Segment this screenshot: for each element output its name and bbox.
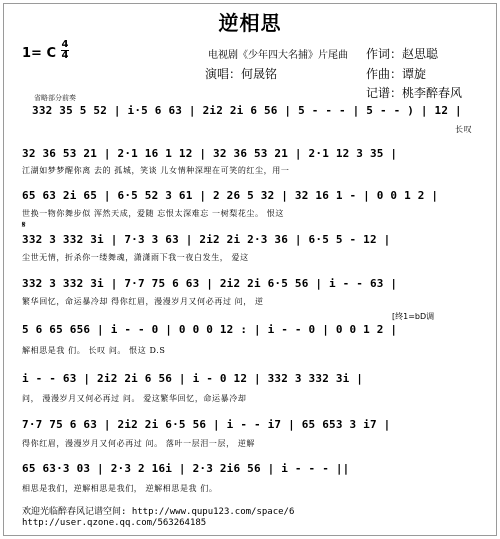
footer-line-2: http://user.qzone.qq.com/563264185 (22, 518, 207, 528)
segno-icon: 𝄋 (22, 220, 26, 229)
notes-row-2: 32 36 53 21 | 2·1 16 1 12 | 32 36 53 21 | 2·1 12 3 35 | (22, 147, 398, 160)
lyrics-row-2: 江湖如梦梦醒你离 去的 孤城，笑谈 儿女情种深埋在可笑的红尘，用一 (22, 166, 290, 175)
lyrics-row-7: 问， 漫漫岁月又何必再过 问。 爱这繁华回忆，命运暴冷却 (22, 394, 247, 403)
score-frame (3, 3, 497, 536)
song-title: 逆相思 (218, 11, 282, 35)
footer-line-1: 欢迎光临醉春风记谱空间: http://www.qupu123.com/space/6 (22, 507, 295, 517)
notes-row-8: 7·7 75 6 63 | 2i2 2i 6·5 56 | i - - i7 | 65 653 3 i7 | (22, 418, 391, 431)
lyrics-row-1: 长叹 (455, 125, 473, 134)
transcriber: 记谱：桃李醉春风 (366, 86, 463, 100)
lyrics-row-9: 相思是我们，逆解相思是我们， 逆解相思是我 们。 (22, 484, 218, 493)
prelude-note: 省略部分前奏 (34, 94, 76, 102)
notes-row-3: 65 63 2i 65 | 6·5 52 3 61 | 2 26 5 32 | 32 16 1 - | 0 0 1 2 | (22, 189, 439, 202)
notes-row-4: 332 3 332 3i | 7·3 3 63 | 2i2 2i 2·3 36 | 6·5 5 - 12 | (22, 233, 391, 246)
notes-row-1: 332 35 5 52 | i·5 6 63 | 2i2 2i 6 56 | 5 - - - | 5 - - ) | 12 | (32, 104, 462, 117)
singer: 演唱：何晟铭 (205, 67, 278, 81)
song-source: 电视剧《少年四大名捕》片尾曲 (208, 50, 348, 61)
time-signature (61, 40, 69, 61)
time-top: 4 (61, 39, 69, 50)
volta-mark: [终1=bD调 (392, 312, 435, 321)
key-signature: 1= C (22, 46, 57, 61)
notes-row-7: i - - 63 | 2i2 2i 6 56 | i - 0 12 | 332 3 332 3i | (22, 372, 364, 385)
notes-row-5: 332 3 332 3i | 7·7 75 6 63 | 2i2 2i 6·5 56 | i - - 63 | (22, 277, 398, 290)
notes-row-9: 65 63·3 03 | 2·3 2 16i | 2·3 2i6 56 | i - - - || (22, 462, 350, 475)
composer: 作曲：谭旋 (366, 67, 427, 81)
lyrics-row-6: 解相思是我 们。 长叹 问。 恨这 D.S (22, 346, 166, 355)
lyricist: 作词：赵思聪 (366, 47, 439, 61)
time-bottom: 4 (61, 50, 69, 61)
notes-row-6: 5 6 65 656 | i - - 0 | 0 0 0 12 : | i - - 0 | 0 0 1 2 | (22, 323, 398, 336)
lyrics-row-5: 繁华回忆，命运暴冷却 得你红眉，漫漫岁月又何必再过 问， 逆 (22, 297, 264, 306)
lyrics-row-8: 得你红眉，漫漫岁月又何必再过 问。 落叶一层泪一层， 逆解 (22, 439, 256, 448)
lyrics-row-3: 世换一物你舞步似 浑然天成，爱随 忘恨太深难忘 一树梨花尘。 恨这 (22, 209, 284, 218)
lyrics-row-4: 尘世无情，折杀你一缕舞魂，潇潇雨下我一夜白发生， 爱这 (22, 253, 249, 262)
